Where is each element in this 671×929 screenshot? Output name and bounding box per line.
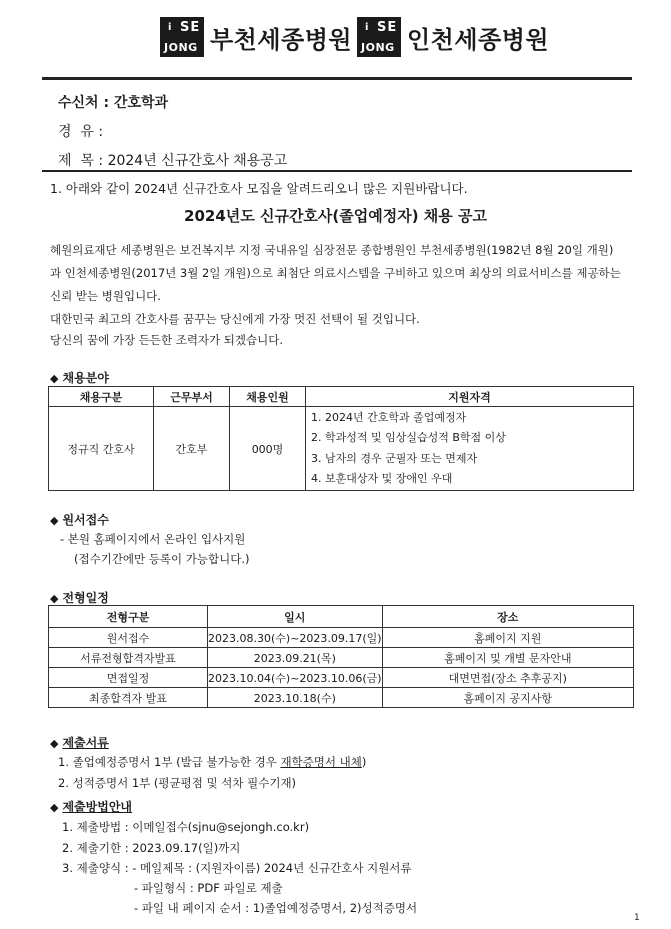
diamond-bullet-icon: ◆	[50, 514, 59, 527]
method-line1: 1. 제출방법 : 이메일접수(sjnu@sejongh.co.kr)	[62, 820, 310, 834]
application-heading: ◆ 원서접수	[50, 513, 109, 527]
schedule-table	[48, 605, 634, 708]
recruit-dept: 간호부	[154, 407, 230, 491]
recruit-table	[48, 386, 634, 491]
table-row	[49, 688, 634, 708]
body-line: 신뢰 받는 병원입니다.	[50, 289, 161, 303]
page-title: 2024년도 신규간호사(졸업예정자) 채용 공고	[184, 207, 487, 225]
schedule-date: 2023.10.04(수)~2023.10.06(금)	[208, 668, 383, 688]
qualification-item: 4. 보훈대상자 및 장애인 우대	[311, 472, 453, 485]
recruit-type: 정규직 간호사	[49, 407, 154, 491]
recruit-col-header: 근무부서	[154, 387, 230, 407]
schedule-col-header: 일시	[208, 606, 383, 628]
recruit-count: 000명	[230, 407, 306, 491]
schedule-heading: ◆ 전형일정	[50, 591, 109, 605]
bucheon-logo	[160, 17, 352, 57]
documents-line1: 1. 졸업예정증명서 1부 (발급 불가능한 경우 재학증명서 내체)	[58, 755, 367, 769]
incheon-logo	[357, 17, 549, 57]
schedule-stage: 서류전형합격자발표	[49, 648, 208, 668]
diamond-bullet-icon: ◆	[50, 592, 59, 605]
schedule-col-header: 장소	[382, 606, 633, 628]
method-line4: - 파일형식 : PDF 파일로 제출	[134, 881, 283, 895]
recruit-heading: ◆ 채용분야	[50, 371, 109, 385]
schedule-place: 대면면접(장소 추후공지)	[382, 668, 633, 688]
method-line3: 3. 제출양식 : - 메일제목 : (지원자이름) 2024년 신규간호사 지원서류	[62, 861, 412, 875]
schedule-place: 홈페이지 지원	[382, 628, 633, 648]
application-line: - 본원 홈페이지에서 온라인 입사지원	[60, 532, 246, 546]
body-line: 과 인천세종병원(2017년 3월 2일 개원)으로 최첨단 의료시스템을 구비하고 있으며 최상의 의료서비스를 제공하는	[50, 266, 621, 280]
table-row	[49, 668, 634, 688]
application-note: (접수기간에만 등록이 가능합니다.)	[74, 552, 250, 566]
recipient: 수신처 : 간호학과	[58, 95, 169, 111]
diamond-bullet-icon: ◆	[50, 372, 59, 385]
method-line5: - 파일 내 페이지 순서 : 1)졸업예정증명서, 2)성적증명서	[134, 901, 418, 915]
schedule-stage: 면접일정	[49, 668, 208, 688]
table-row	[49, 648, 634, 668]
schedule-date: 2023.10.18(수)	[208, 688, 383, 708]
documents-heading: ◆ 제출서류	[50, 736, 109, 750]
qualification-item: 1. 2024년 간호학과 졸업예정자	[311, 410, 467, 424]
qualifications	[306, 407, 634, 491]
schedule-date: 2023.08.30(수)~2023.09.17(일)	[208, 628, 383, 648]
bucheon-hospital-name: 부천세종병원	[210, 25, 353, 54]
enrollment-cert-note: 재학증명서 내체	[280, 755, 362, 769]
incheon-hospital-name: 인천세종병원	[407, 25, 550, 54]
recruit-col-header: 채용인원	[230, 387, 306, 407]
sejong-logo-mark: i SE JONG	[160, 17, 204, 57]
sejong-logo-mark: i SE JONG	[357, 17, 401, 57]
schedule-place: 홈페이지 공지사항	[382, 688, 633, 708]
table-row	[49, 628, 634, 648]
diamond-bullet-icon: ◆	[50, 737, 59, 750]
body-line: 대한민국 최고의 간호사를 꿈꾸는 당신에게 가장 멋진 선택이 될 것입니다.	[50, 312, 420, 326]
schedule-place: 홈페이지 및 개별 문자안내	[382, 648, 633, 668]
recruit-col-header: 채용구분	[49, 387, 154, 407]
schedule-date: 2023.09.21(목)	[208, 648, 383, 668]
table-row	[49, 407, 634, 491]
qualification-item: 3. 남자의 경우 군필자 또는 면제자	[311, 451, 478, 465]
method-line2: 2. 제출기한 : 2023.09.17(일)까지	[62, 841, 241, 855]
recruit-col-header: 지원자격	[306, 387, 634, 407]
body-line: 당신의 꿈에 가장 든든한 조력자가 되겠습니다.	[50, 333, 284, 347]
body-line: 혜원의료재단 세종병원은 보건복지부 지정 국내유일 심장전문 종합병원인 부천세종병원(1982년 8월 20일 개원)	[50, 243, 614, 257]
header-rule	[42, 77, 632, 80]
subject: 제 목 : 2024년 신규간호사 채용공고	[58, 153, 288, 169]
diamond-bullet-icon: ◆	[50, 801, 59, 814]
schedule-stage: 원서접수	[49, 628, 208, 648]
page-number: 1	[634, 913, 640, 923]
schedule-col-header: 전형구분	[49, 606, 208, 628]
intro-line: 1. 아래와 같이 2024년 신규간호사 모집을 알려드리오니 많은 지원바랍니다.	[50, 181, 468, 196]
qualification-item: 2. 학과성적 및 임상실습성적 B학점 이상	[311, 431, 506, 444]
schedule-stage: 최종합격자 발표	[49, 688, 208, 708]
method-heading: ◆ 제출방법안내	[50, 800, 133, 814]
via: 경 유 :	[58, 124, 104, 140]
documents-line2: 2. 성적증명서 1부 (평균평점 및 석차 필수기재)	[58, 776, 297, 790]
subject-rule	[42, 170, 632, 172]
